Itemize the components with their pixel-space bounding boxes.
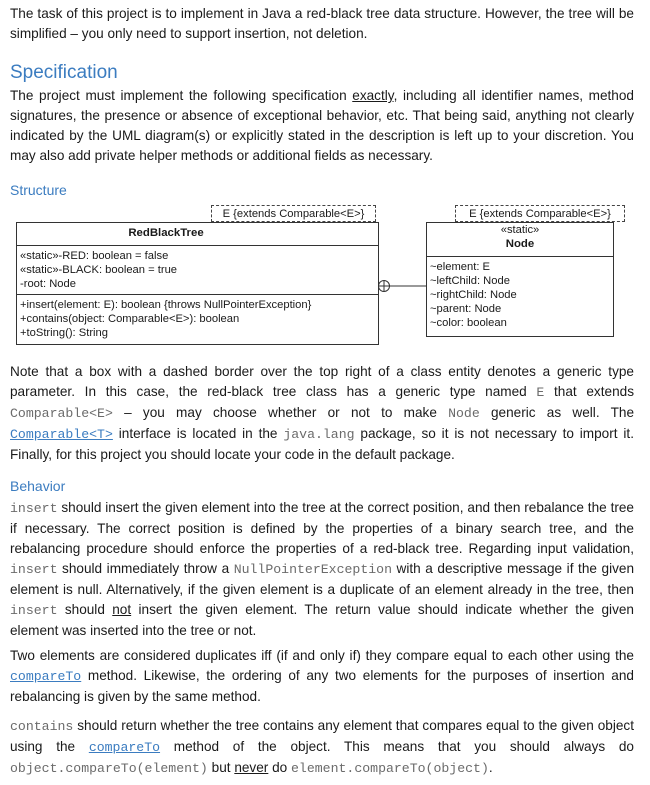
compareto-link[interactable]: compareTo xyxy=(88,740,161,755)
uml-field: ~leftChild: Node xyxy=(430,275,510,287)
redblacktree-class-name: RedBlackTree xyxy=(128,227,204,239)
redblacktree-generic-param: E {extends Comparable<E>} xyxy=(211,205,376,222)
specification-paragraph: The project must implement the following specification exactly, including all identifier names, method signatures, the presence or absence of exceptional behavior, etc. That being said, anything not clearly indicated by the UML diagram(s) or explicitly stated in the description is left up to your discretion. You may also add private helper methods or additional fields as necessary. xyxy=(10,88,634,163)
code-java-lang: java.lang xyxy=(283,427,355,442)
code-contains: contains xyxy=(10,719,74,734)
code-object-compareto: object.compareTo(element) xyxy=(10,761,208,776)
node-class-name: Node xyxy=(505,238,535,250)
structure-heading: Structure xyxy=(10,182,67,198)
uml-method: +insert(element: E): boolean {throws NullPointerException} xyxy=(20,299,312,311)
never-emphasis: never xyxy=(234,760,269,775)
uml-method: +contains(object: Comparable<E>): boolean xyxy=(20,313,240,325)
uml-field: -root: Node xyxy=(20,278,76,290)
compareto-link[interactable]: compareTo xyxy=(10,669,82,684)
nesting-connector xyxy=(370,278,430,294)
specification-heading: Specification xyxy=(10,62,118,83)
intro-paragraph xyxy=(10,4,634,44)
code-E: E xyxy=(536,385,545,400)
uml-field: «static»-RED: boolean = false xyxy=(20,250,169,262)
code-insert: insert xyxy=(10,562,58,577)
uml-separator xyxy=(16,294,379,295)
uml-separator xyxy=(426,256,614,257)
not-emphasis: not xyxy=(112,602,132,617)
intro-text: The task of this project is to implement in Java a red-black tree data structure. However, the tree will be simplified – you only need to support insertion, not deletion. xyxy=(10,6,634,41)
uml-method: +toString(): String xyxy=(20,327,108,339)
behavior-paragraph-duplicates: Two elements are considered duplicates iff (if and only if) they compare equal to each other using the compareTo method. Likewise, the ordering of any two elements for the purposes of insertion and rebalancing is given by the same method. xyxy=(10,648,634,704)
behavior-paragraph-contains: contains should return whether the tree contains any element that compares equal to the given object using the compareTo method of the object. This means that you should always do object.compareTo(element) but never do element.compareTo(object). xyxy=(10,718,634,776)
node-generic-param: E {extends Comparable<E>} xyxy=(455,205,625,222)
uml-field: ~element: E xyxy=(430,261,491,273)
uml-field: ~color: boolean xyxy=(430,317,507,329)
structure-note-paragraph: Note that a box with a dashed border over the top right of a class entity denotes a generic type parameter. In this case, the red-black tree class has a generic type named E that extends Comparable<E> – you may choose whether or not to make Node generic as well. The Comparable<T> interface is located in the java.lang package, so it is not necessary to import it. Finally, for this project you should locate your code in the default package. xyxy=(10,364,634,462)
behavior-paragraph-insert: insert should insert the given element into the tree at the correct position, and then rebalance the tree if necessary. The correct position is defined by the properties of a binary search tree, and the rebalancing procedure should enforce the properties of a red-black tree. Regarding input validation, insert should immediately throw a NullPointerException with a descriptive message if the given element is null. Alternatively, if the given element is a duplicate of an element already in the tree, then insert should not insert the given element. The return value should indicate whether the given element was inserted into the tree or not. xyxy=(10,500,635,638)
comparable-t-link[interactable]: Comparable<T> xyxy=(10,427,113,442)
code-node: Node xyxy=(448,406,480,421)
uml-field: ~parent: Node xyxy=(430,303,502,315)
code-insert: insert xyxy=(10,501,58,516)
code-npe: NullPointerException xyxy=(233,562,392,577)
code-insert: insert xyxy=(10,603,58,618)
behavior-heading: Behavior xyxy=(10,478,66,494)
uml-field: «static»-BLACK: boolean = true xyxy=(20,264,178,276)
exactly-emphasis: exactly xyxy=(352,88,394,103)
code-comparable-e: Comparable<E> xyxy=(10,406,113,421)
node-stereotype: «static» xyxy=(500,224,540,236)
uml-field: ~rightChild: Node xyxy=(430,289,517,301)
uml-separator xyxy=(16,245,379,246)
code-element-compareto: element.compareTo(object) xyxy=(291,761,489,776)
